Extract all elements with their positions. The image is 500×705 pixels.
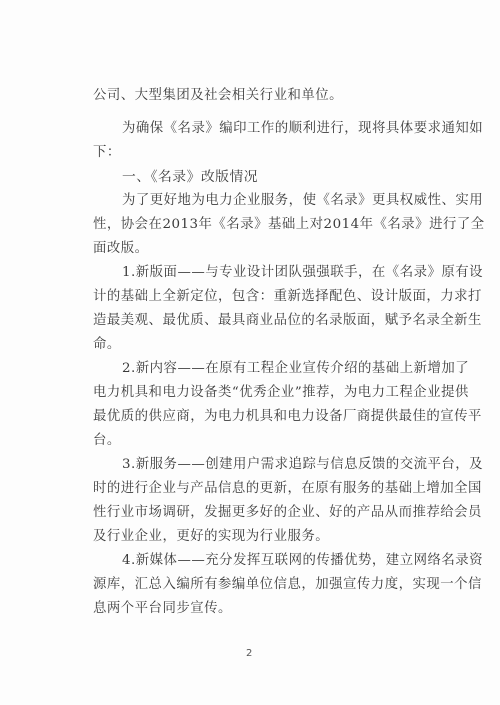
- body-line: 造最美观、最优质、最具商业品位的名录版面，赋予名录全新生: [93, 313, 482, 328]
- body-line: 电力机具和电力设备类“优秀企业”推荐，为电力工程企业提供: [93, 385, 469, 400]
- body-line: 2.新内容——在原有工程企业宣传介绍的基础上新增加了: [122, 361, 470, 376]
- body-line: 4.新媒体——充分发挥互联网的传播优势，建立网络名录资: [122, 553, 484, 568]
- page-number: 2: [246, 648, 253, 659]
- body-line: 为了更好地为电力企业服务，使《名录》更具权威性、实用: [122, 193, 484, 208]
- body-line: 时的进行企业与产品信息的更新，在原有服务的基础上增加全国: [93, 481, 482, 496]
- body-line: 3.新服务——创建用户需求追踪与信息反馈的交流平台，及: [122, 457, 484, 472]
- body-line: 及行业企业，更好的实现为行业服务。: [93, 529, 330, 544]
- body-line: 息两个平台同步宣传。: [93, 601, 232, 616]
- body-line: 1.新版面——与专业设计团队强强联手，在《名录》原有设: [122, 265, 484, 280]
- body-line: 计的基础上全新定位，包含：重新选择配色、设计版面，力求打: [93, 289, 482, 304]
- body-line: 最优质的供应商，为电力机具和电力设备厂商提供最佳的宣传平: [93, 409, 482, 424]
- body-line: 命。: [93, 337, 121, 352]
- body-line: 性，协会在2013年《名录》基础上对2014年《名录》进行了全: [93, 217, 485, 232]
- body-line: 下：: [93, 145, 121, 160]
- body-line: 面改版。: [93, 241, 149, 256]
- section-heading: 一、《名录》改版情况: [122, 169, 259, 185]
- body-line: 源库，汇总入编所有参编单位信息，加强宣传力度，实现一个信: [93, 577, 482, 592]
- body-line: 公司、大型集团及社会相关行业和单位。: [93, 88, 344, 103]
- body-line: 台。: [93, 433, 121, 448]
- body-line: 性行业市场调研，发掘更多好的企业、好的产品从而推荐给会员: [93, 505, 482, 520]
- body-line: 为确保《名录》编印工作的顺利进行，现将具体要求通知如: [122, 121, 484, 136]
